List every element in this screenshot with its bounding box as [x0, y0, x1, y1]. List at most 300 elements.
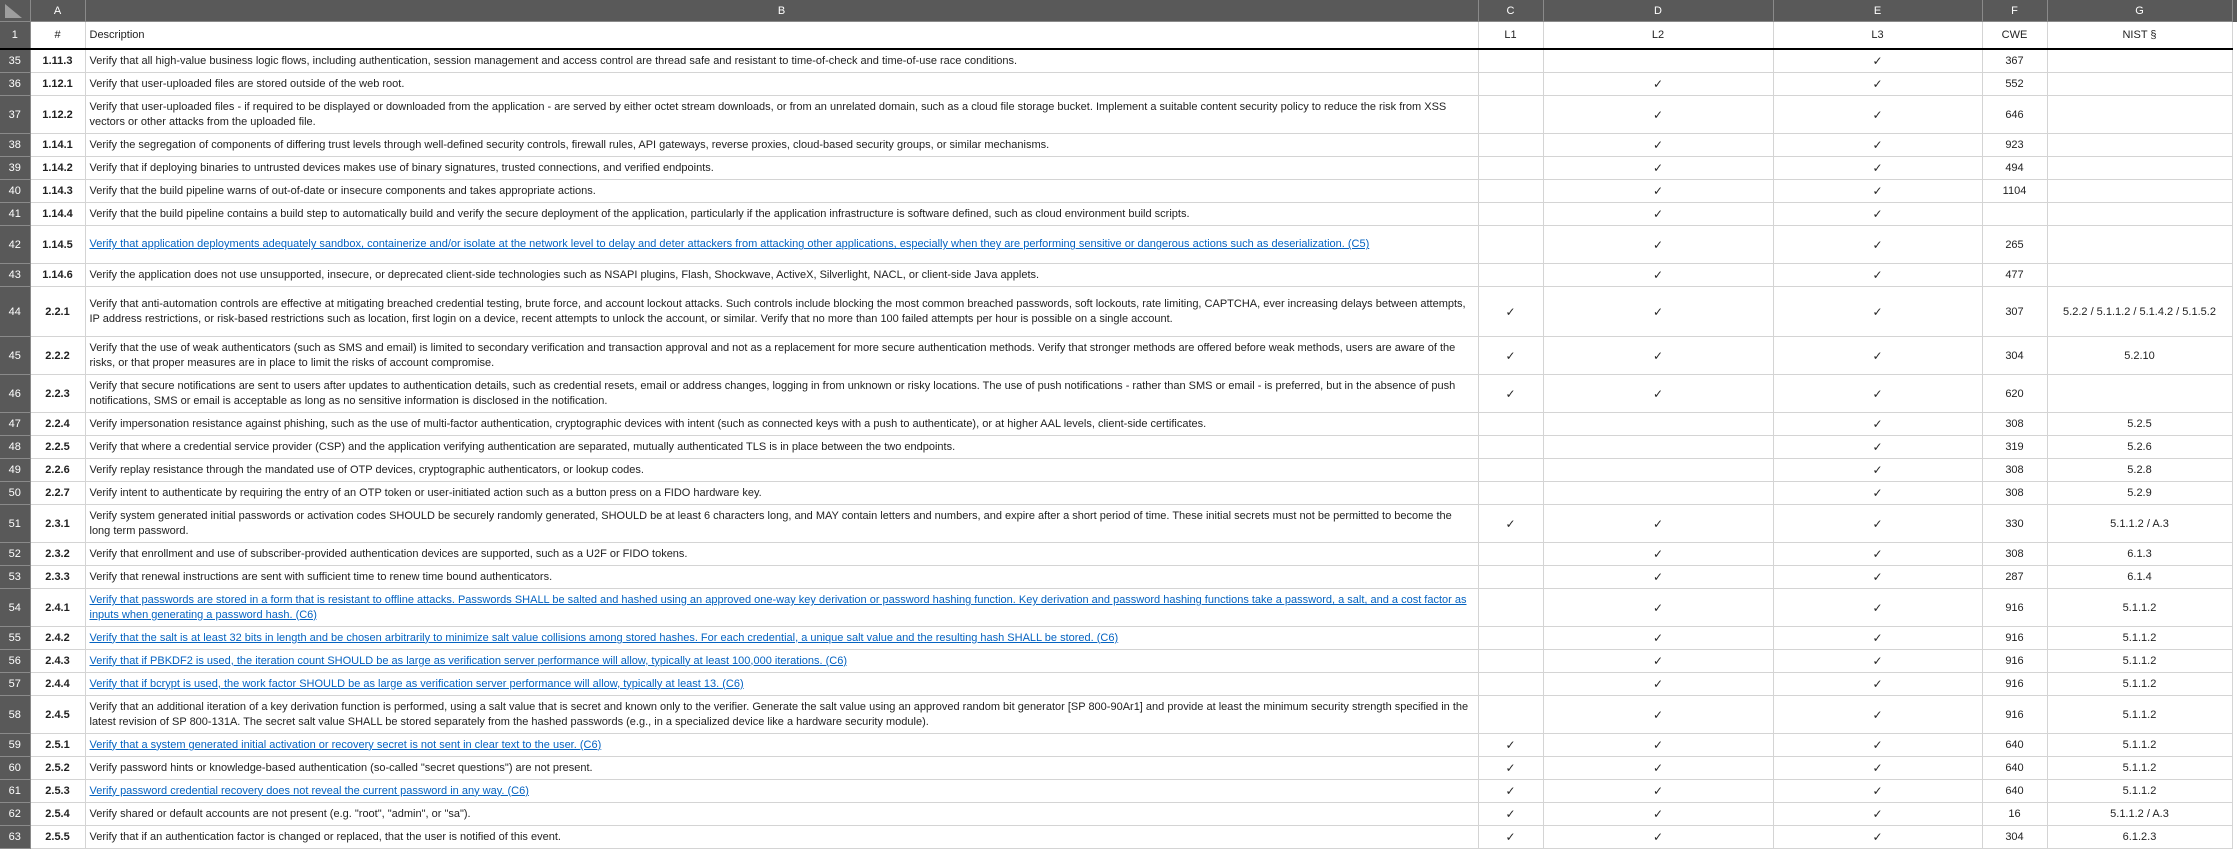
cell-l1-check[interactable]: ✓ — [1478, 826, 1543, 849]
sheet-row — [0, 203, 2237, 226]
cell-l1-check[interactable] — [1478, 696, 1543, 734]
cell-l2-check[interactable]: ✓ — [1543, 264, 1773, 287]
row-number[interactable]: 60 — [0, 757, 30, 780]
cell-l2-check[interactable]: ✓ — [1543, 650, 1773, 673]
column-letter-b[interactable]: B — [85, 0, 1478, 22]
cell-l1-check[interactable] — [1478, 134, 1543, 157]
cell-requirement-id[interactable]: 2.2.3 — [30, 375, 85, 413]
cell-l3-check[interactable]: ✓ — [1773, 734, 1982, 757]
row-number[interactable]: 62 — [0, 803, 30, 826]
cell-l2-check[interactable]: ✓ — [1543, 73, 1773, 96]
sheet-row — [0, 264, 2237, 287]
cell-description[interactable]: Verify system generated initial passwords or activation codes SHOULD be securely randomly generated, SHOULD be at least 6 characters long, and MAY contain letters and numbers, and expire after a short period of time. These initial secrets must not be permitted to become the long term password. — [85, 505, 1478, 543]
filler-cell — [2232, 826, 2237, 849]
cell-nist[interactable]: 5.2.9 — [2047, 482, 2232, 505]
cell-nist[interactable] — [2047, 375, 2232, 413]
row-number[interactable]: 55 — [0, 627, 30, 650]
cell-l2-check[interactable]: ✓ — [1543, 780, 1773, 803]
filler-cell — [2232, 203, 2237, 226]
row-number[interactable]: 36 — [0, 73, 30, 96]
row-number[interactable]: 61 — [0, 780, 30, 803]
cell-requirement-id[interactable]: 1.14.2 — [30, 157, 85, 180]
cell-l3-check[interactable]: ✓ — [1773, 505, 1982, 543]
row-number[interactable]: 57 — [0, 673, 30, 696]
cell-nist[interactable] — [2047, 49, 2232, 73]
cell-l1-check[interactable] — [1478, 482, 1543, 505]
cell-nist[interactable] — [2047, 226, 2232, 264]
cell-description[interactable]: Verify that anti-automation controls are effective at mitigating breached credential testing, brute force, and account lockout attacks. Such controls include blocking the most common breached passwords, soft lockouts, rate limiting, CAPTCHA, ever increasing delays between attempts, IP address restrictions, or risk-based restrictions such as location, first login on a device, recent attempts to unlock the account, or similar. Verify that no more than 100 failed attempts per hour is possible on a single account. — [85, 287, 1478, 337]
sheet-row — [0, 96, 2237, 134]
sheet-row — [0, 482, 2237, 505]
cell-cwe[interactable]: 620 — [1982, 375, 2047, 413]
cell-nist[interactable]: 5.2.2 / 5.1.1.2 / 5.1.4.2 / 5.1.5.2 — [2047, 287, 2232, 337]
cell-description[interactable]: Verify that if deploying binaries to untrusted devices makes use of binary signatures, trusted connections, and verified endpoints. — [85, 157, 1478, 180]
cell-nist[interactable] — [2047, 134, 2232, 157]
header-cell-l2[interactable]: L2 — [1543, 22, 1773, 50]
cell-cwe[interactable]: 477 — [1982, 264, 2047, 287]
cell-requirement-id[interactable]: 1.12.2 — [30, 96, 85, 134]
column-letter-f[interactable]: F — [1982, 0, 2047, 22]
filler-cell — [2232, 96, 2237, 134]
cell-description[interactable]: Verify impersonation resistance against phishing, such as the use of multi-factor authentication, cryptographic devices with intent (such as connected keys with a push to authenticate), or at higher AAL levels, client-side certificates. — [85, 413, 1478, 436]
cell-nist[interactable]: 5.2.6 — [2047, 436, 2232, 459]
cell-l2-check[interactable]: ✓ — [1543, 203, 1773, 226]
cell-l2-check[interactable]: ✓ — [1543, 673, 1773, 696]
cell-cwe[interactable]: 319 — [1982, 436, 2047, 459]
cell-l3-check[interactable]: ✓ — [1773, 780, 1982, 803]
cell-l3-check[interactable]: ✓ — [1773, 157, 1982, 180]
cell-l2-check[interactable]: ✓ — [1543, 96, 1773, 134]
requirement-link[interactable]: Verify that if bcrypt is used, the work factor SHOULD be as large as verification server performance will allow, typically at least 13. (C6) — [89, 677, 744, 690]
select-all-triangle-icon — [5, 4, 22, 18]
cell-cwe[interactable]: 552 — [1982, 73, 2047, 96]
cell-nist[interactable]: 6.1.2.3 — [2047, 826, 2232, 849]
header-cell-l3[interactable]: L3 — [1773, 22, 1982, 50]
filler-cell — [2232, 566, 2237, 589]
cell-l1-check[interactable] — [1478, 157, 1543, 180]
cell-requirement-id[interactable]: 1.14.6 — [30, 264, 85, 287]
cell-l2-check[interactable]: ✓ — [1543, 826, 1773, 849]
cell-description[interactable]: Verify that user-uploaded files - if required to be displayed or downloaded from the application - are served by either octet stream downloads, or from an unrelated domain, such as a cloud file storage bucket. Implement a suitable content security policy to reduce the risk from XSS vectors or other attacks from the uploaded file. — [85, 96, 1478, 134]
cell-description[interactable]: Verify replay resistance through the mandated use of OTP devices, cryptographic authenticators, or lookup codes. — [85, 459, 1478, 482]
cell-l3-check[interactable]: ✓ — [1773, 264, 1982, 287]
filler-cell — [2232, 287, 2237, 337]
requirement-link[interactable]: Verify that application deployments adequately sandbox, containerize and/or isolate at the network level to delay and deter attackers from attacking other applications, especially when they are performing sensitive or dangerous actions such as deserialization. (C5) — [89, 238, 1370, 251]
cell-nist[interactable] — [2047, 203, 2232, 226]
cell-cwe[interactable] — [1982, 203, 2047, 226]
cell-l2-check[interactable]: ✓ — [1543, 566, 1773, 589]
cell-nist[interactable]: 5.1.1.2 — [2047, 696, 2232, 734]
cell-cwe[interactable]: 916 — [1982, 673, 2047, 696]
cell-requirement-id[interactable]: 2.5.4 — [30, 803, 85, 826]
cell-requirement-id[interactable]: 2.3.1 — [30, 505, 85, 543]
cell-requirement-id[interactable]: 2.2.1 — [30, 287, 85, 337]
sheet-row — [0, 566, 2237, 589]
cell-l3-check[interactable]: ✓ — [1773, 459, 1982, 482]
row-number[interactable]: 48 — [0, 436, 30, 459]
cell-l1-check[interactable] — [1478, 73, 1543, 96]
cell-requirement-id[interactable]: 2.5.1 — [30, 734, 85, 757]
cell-l3-check[interactable]: ✓ — [1773, 226, 1982, 264]
cell-description[interactable]: Verify password hints or knowledge-based authentication (so-called "secret questions") are not present. — [85, 757, 1478, 780]
cell-nist[interactable]: 5.1.1.2 — [2047, 757, 2232, 780]
cell-l3-check[interactable]: ✓ — [1773, 287, 1982, 337]
cell-l1-check[interactable] — [1478, 226, 1543, 264]
cell-requirement-id[interactable]: 2.4.3 — [30, 650, 85, 673]
cell-requirement-id[interactable]: 2.5.5 — [30, 826, 85, 849]
cell-l2-check[interactable]: ✓ — [1543, 226, 1773, 264]
sheet-row — [0, 543, 2237, 566]
filler-cell — [2232, 734, 2237, 757]
filler-cell — [2232, 22, 2237, 50]
row-number[interactable]: 40 — [0, 180, 30, 203]
row-number[interactable]: 51 — [0, 505, 30, 543]
filler-cell — [2232, 226, 2237, 264]
cell-l3-check[interactable]: ✓ — [1773, 180, 1982, 203]
row-number[interactable]: 37 — [0, 96, 30, 134]
cell-description[interactable]: Verify that where a credential service provider (CSP) and the application verifying authentication are separated, mutually authenticated TLS is in place between the two endpoints. — [85, 436, 1478, 459]
cell-cwe[interactable]: 287 — [1982, 566, 2047, 589]
cell-cwe[interactable]: 916 — [1982, 627, 2047, 650]
cell-l1-check[interactable]: ✓ — [1478, 734, 1543, 757]
cell-requirement-id[interactable]: 2.5.2 — [30, 757, 85, 780]
cell-nist[interactable]: 5.2.5 — [2047, 413, 2232, 436]
cell-l2-check[interactable]: ✓ — [1543, 734, 1773, 757]
cell-description[interactable]: Verify that renewal instructions are sent with sufficient time to renew time bound authenticators. — [85, 566, 1478, 589]
row-number[interactable]: 1 — [0, 22, 30, 50]
cell-cwe[interactable]: 646 — [1982, 96, 2047, 134]
cell-l1-check[interactable]: ✓ — [1478, 780, 1543, 803]
filler-cell — [2232, 627, 2237, 650]
cell-cwe[interactable]: 308 — [1982, 459, 2047, 482]
cell-cwe[interactable]: 916 — [1982, 696, 2047, 734]
select-all-corner[interactable] — [0, 0, 30, 22]
cell-l3-check[interactable]: ✓ — [1773, 49, 1982, 73]
cell-nist[interactable]: 5.1.1.2 — [2047, 780, 2232, 803]
filler-cell — [2232, 49, 2237, 73]
cell-l3-check[interactable]: ✓ — [1773, 543, 1982, 566]
cell-cwe[interactable]: 308 — [1982, 413, 2047, 436]
row-number[interactable]: 53 — [0, 566, 30, 589]
row-number[interactable]: 39 — [0, 157, 30, 180]
cell-cwe[interactable]: 494 — [1982, 157, 2047, 180]
header-cell-nist[interactable]: NIST § — [2047, 22, 2232, 50]
sheet-row — [0, 826, 2237, 849]
cell-description[interactable] — [85, 650, 1478, 673]
cell-description[interactable]: Verify that the build pipeline contains a build step to automatically build and verify the secure deployment of the application, particularly if the application infrastructure is software defined, such as cloud environment build scripts. — [85, 203, 1478, 226]
cell-l3-check[interactable]: ✓ — [1773, 134, 1982, 157]
requirement-link[interactable]: Verify that a system generated initial activation or recovery secret is not sent in clear text to the user. (C6) — [89, 738, 602, 751]
cell-l3-check[interactable]: ✓ — [1773, 673, 1982, 696]
cell-cwe[interactable]: 308 — [1982, 543, 2047, 566]
cell-requirement-id[interactable]: 1.11.3 — [30, 49, 85, 73]
sheet-row — [0, 459, 2237, 482]
cell-l2-check[interactable]: ✓ — [1543, 696, 1773, 734]
cell-nist[interactable]: 5.2.10 — [2047, 337, 2232, 375]
cell-l1-check[interactable] — [1478, 627, 1543, 650]
cell-cwe[interactable]: 16 — [1982, 803, 2047, 826]
cell-cwe[interactable]: 307 — [1982, 287, 2047, 337]
cell-l1-check[interactable] — [1478, 413, 1543, 436]
cell-l2-check[interactable]: ✓ — [1543, 180, 1773, 203]
cell-description[interactable]: Verify shared or default accounts are not present (e.g. "root", "admin", or "sa"). — [85, 803, 1478, 826]
cell-l2-check[interactable] — [1543, 482, 1773, 505]
cell-l2-check[interactable]: ✓ — [1543, 589, 1773, 627]
cell-l2-check[interactable]: ✓ — [1543, 757, 1773, 780]
cell-nist[interactable]: 5.1.1.2 — [2047, 627, 2232, 650]
row-number[interactable]: 38 — [0, 134, 30, 157]
cell-l1-check[interactable] — [1478, 459, 1543, 482]
filler-cell — [2232, 413, 2237, 436]
column-letter-c[interactable]: C — [1478, 0, 1543, 22]
cell-l1-check[interactable]: ✓ — [1478, 757, 1543, 780]
column-letter-g[interactable]: G — [2047, 0, 2232, 22]
filler-cell — [2232, 73, 2237, 96]
cell-requirement-id[interactable]: 2.4.4 — [30, 673, 85, 696]
filler-cell — [2232, 803, 2237, 826]
cell-description[interactable] — [85, 627, 1478, 650]
cell-l2-check[interactable]: ✓ — [1543, 157, 1773, 180]
row-number[interactable]: 46 — [0, 375, 30, 413]
cell-description[interactable]: Verify that the use of weak authenticators (such as SMS and email) is limited to secondary verification and transaction approval and not as a replacement for more secure authentication methods. Verify that stronger methods are offered before weak methods, users are aware of the risks, or that proper measures are in place to limit the risks of account compromise. — [85, 337, 1478, 375]
sheet-header-row — [0, 22, 2237, 50]
sheet-row — [0, 287, 2237, 337]
cell-requirement-id[interactable]: 1.12.1 — [30, 73, 85, 96]
cell-nist[interactable]: 5.1.1.2 / A.3 — [2047, 505, 2232, 543]
row-number[interactable]: 44 — [0, 287, 30, 337]
row-number[interactable]: 41 — [0, 203, 30, 226]
cell-description[interactable]: Verify that secure notifications are sent to users after updates to authentication details, such as credential resets, email or address changes, logging in from unknown or risky locations. The use of push notifications - rather than SMS or email - is preferred, but in the absence of push notifications, SMS or email is acceptable as long as no sensitive information is disclosed in the notification. — [85, 375, 1478, 413]
cell-nist[interactable]: 5.1.1.2 — [2047, 673, 2232, 696]
sheet-row — [0, 627, 2237, 650]
filler-cell — [2232, 264, 2237, 287]
cell-cwe[interactable]: 640 — [1982, 780, 2047, 803]
cell-l1-check[interactable]: ✓ — [1478, 337, 1543, 375]
cell-requirement-id[interactable]: 2.4.1 — [30, 589, 85, 627]
cell-l2-check[interactable]: ✓ — [1543, 375, 1773, 413]
cell-l3-check[interactable]: ✓ — [1773, 650, 1982, 673]
column-letter-a[interactable]: A — [30, 0, 85, 22]
cell-description[interactable]: Verify the segregation of components of differing trust levels through well-defined security controls, firewall rules, API gateways, reverse proxies, cloud-based security groups, or similar mechanisms. — [85, 134, 1478, 157]
cell-nist[interactable] — [2047, 157, 2232, 180]
row-number[interactable]: 56 — [0, 650, 30, 673]
cell-l3-check[interactable]: ✓ — [1773, 337, 1982, 375]
cell-description[interactable]: Verify that if an authentication factor is changed or replaced, that the user is notified of this event. — [85, 826, 1478, 849]
cell-description[interactable]: Verify that all high-value business logic flows, including authentication, session management and access control are thread safe and resistant to time-of-check and time-of-use race conditions. — [85, 49, 1478, 73]
filler-cell — [2232, 436, 2237, 459]
cell-l3-check[interactable]: ✓ — [1773, 375, 1982, 413]
cell-cwe[interactable]: 640 — [1982, 734, 2047, 757]
cell-nist[interactable]: 5.1.1.2 — [2047, 589, 2232, 627]
cell-l1-check[interactable]: ✓ — [1478, 375, 1543, 413]
cell-l3-check[interactable]: ✓ — [1773, 413, 1982, 436]
cell-l3-check[interactable]: ✓ — [1773, 482, 1982, 505]
header-cell-cwe[interactable]: CWE — [1982, 22, 2047, 50]
filler-cell — [2232, 134, 2237, 157]
header-cell-id[interactable]: # — [30, 22, 85, 50]
cell-requirement-id[interactable]: 1.14.1 — [30, 134, 85, 157]
cell-nist[interactable]: 5.1.1.2 — [2047, 650, 2232, 673]
cell-requirement-id[interactable]: 2.2.4 — [30, 413, 85, 436]
cell-nist[interactable]: 5.1.1.2 — [2047, 734, 2232, 757]
cell-l2-check[interactable]: ✓ — [1543, 505, 1773, 543]
sheet-row — [0, 436, 2237, 459]
row-number[interactable]: 49 — [0, 459, 30, 482]
row-number[interactable]: 58 — [0, 696, 30, 734]
cell-requirement-id[interactable]: 2.5.3 — [30, 780, 85, 803]
cell-cwe[interactable]: 640 — [1982, 757, 2047, 780]
filler-cell — [2232, 482, 2237, 505]
cell-cwe[interactable]: 330 — [1982, 505, 2047, 543]
cell-l3-check[interactable]: ✓ — [1773, 757, 1982, 780]
filler-cell — [2232, 673, 2237, 696]
cell-requirement-id[interactable]: 2.2.7 — [30, 482, 85, 505]
cell-l1-check[interactable] — [1478, 436, 1543, 459]
cell-nist[interactable]: 6.1.4 — [2047, 566, 2232, 589]
row-number[interactable]: 52 — [0, 543, 30, 566]
cell-l1-check[interactable]: ✓ — [1478, 803, 1543, 826]
row-number[interactable]: 59 — [0, 734, 30, 757]
cell-l3-check[interactable]: ✓ — [1773, 627, 1982, 650]
cell-description[interactable] — [85, 734, 1478, 757]
cell-l3-check[interactable]: ✓ — [1773, 96, 1982, 134]
sheet-row — [0, 375, 2237, 413]
cell-cwe[interactable]: 1104 — [1982, 180, 2047, 203]
cell-l1-check[interactable] — [1478, 203, 1543, 226]
cell-l3-check[interactable]: ✓ — [1773, 73, 1982, 96]
row-number[interactable]: 63 — [0, 826, 30, 849]
cell-l2-check[interactable]: ✓ — [1543, 543, 1773, 566]
filler-cell — [2232, 505, 2237, 543]
cell-l1-check[interactable] — [1478, 180, 1543, 203]
cell-l2-check[interactable]: ✓ — [1543, 287, 1773, 337]
row-number[interactable]: 50 — [0, 482, 30, 505]
cell-requirement-id[interactable]: 2.4.2 — [30, 627, 85, 650]
cell-cwe[interactable]: 916 — [1982, 650, 2047, 673]
cell-requirement-id[interactable]: 2.2.6 — [30, 459, 85, 482]
cell-description[interactable]: Verify that the build pipeline warns of out-of-date or insecure components and takes appropriate actions. — [85, 180, 1478, 203]
cell-description[interactable]: Verify that user-uploaded files are stored outside of the web root. — [85, 73, 1478, 96]
cell-requirement-id[interactable]: 1.14.5 — [30, 226, 85, 264]
requirement-link[interactable]: Verify that the salt is at least 32 bits in length and be chosen arbitrarily to minimize salt value collisions among stored hashes. For each credential, a unique salt value and the resulting hash SHALL be stored. (C6) — [89, 631, 1119, 644]
cell-l2-check[interactable] — [1543, 436, 1773, 459]
column-letter-e[interactable]: E — [1773, 0, 1982, 22]
cell-l1-check[interactable] — [1478, 49, 1543, 73]
cell-l1-check[interactable] — [1478, 589, 1543, 627]
cell-cwe[interactable]: 304 — [1982, 337, 2047, 375]
cell-nist[interactable]: 5.1.1.2 / A.3 — [2047, 803, 2232, 826]
row-number[interactable]: 43 — [0, 264, 30, 287]
sheet-row — [0, 413, 2237, 436]
cell-l2-check[interactable] — [1543, 49, 1773, 73]
row-number[interactable]: 47 — [0, 413, 30, 436]
cell-l2-check[interactable] — [1543, 459, 1773, 482]
column-letter-d[interactable]: D — [1543, 0, 1773, 22]
cell-cwe[interactable]: 308 — [1982, 482, 2047, 505]
cell-nist[interactable] — [2047, 180, 2232, 203]
cell-nist[interactable]: 6.1.3 — [2047, 543, 2232, 566]
cell-l2-check[interactable]: ✓ — [1543, 134, 1773, 157]
cell-l1-check[interactable] — [1478, 650, 1543, 673]
filler-cell — [2232, 157, 2237, 180]
requirement-link[interactable]: Verify password credential recovery does not reveal the current password in any way. (C6) — [89, 784, 529, 797]
row-number[interactable]: 54 — [0, 589, 30, 627]
requirement-link[interactable]: Verify that passwords are stored in a form that is resistant to offline attacks. Passwords SHALL be salted and hashed using an approved one-way key derivation or password hashing function. Key derivation and password hashing functions take a password, a salt, and a cost factor as inputs when generating a password hash. (C6) — [89, 594, 1467, 621]
cell-l1-check[interactable] — [1478, 264, 1543, 287]
cell-l3-check[interactable]: ✓ — [1773, 803, 1982, 826]
cell-l3-check[interactable]: ✓ — [1773, 826, 1982, 849]
cell-l3-check[interactable]: ✓ — [1773, 436, 1982, 459]
cell-description[interactable] — [85, 780, 1478, 803]
cell-cwe[interactable]: 304 — [1982, 826, 2047, 849]
cell-l2-check[interactable]: ✓ — [1543, 627, 1773, 650]
cell-l1-check[interactable] — [1478, 673, 1543, 696]
cell-l1-check[interactable]: ✓ — [1478, 505, 1543, 543]
cell-requirement-id[interactable]: 2.3.3 — [30, 566, 85, 589]
filler-cell — [2232, 180, 2237, 203]
sheet-row — [0, 757, 2237, 780]
cell-requirement-id[interactable]: 2.2.5 — [30, 436, 85, 459]
header-cell-description[interactable]: Description — [85, 22, 1478, 50]
cell-requirement-id[interactable]: 2.3.2 — [30, 543, 85, 566]
cell-cwe[interactable]: 923 — [1982, 134, 2047, 157]
cell-requirement-id[interactable]: 1.14.4 — [30, 203, 85, 226]
cell-l1-check[interactable] — [1478, 96, 1543, 134]
requirement-link[interactable]: Verify that if PBKDF2 is used, the iteration count SHOULD be as large as verification server performance will allow, typically at least 100,000 iterations. (C6) — [89, 654, 848, 667]
sheet-row — [0, 73, 2237, 96]
cell-l1-check[interactable] — [1478, 566, 1543, 589]
cell-l1-check[interactable] — [1478, 543, 1543, 566]
cell-l3-check[interactable]: ✓ — [1773, 696, 1982, 734]
cell-nist[interactable] — [2047, 264, 2232, 287]
cell-nist[interactable] — [2047, 73, 2232, 96]
cell-description[interactable] — [85, 589, 1478, 627]
cell-nist[interactable]: 5.2.8 — [2047, 459, 2232, 482]
cell-l3-check[interactable]: ✓ — [1773, 203, 1982, 226]
filler-cell — [2232, 337, 2237, 375]
cell-l1-check[interactable]: ✓ — [1478, 287, 1543, 337]
row-number[interactable]: 42 — [0, 226, 30, 264]
row-number[interactable]: 45 — [0, 337, 30, 375]
cell-l2-check[interactable] — [1543, 413, 1773, 436]
cell-l3-check[interactable]: ✓ — [1773, 566, 1982, 589]
cell-description[interactable]: Verify the application does not use unsupported, insecure, or deprecated client-side technologies such as NSAPI plugins, Flash, Shockwave, ActiveX, Silverlight, NACL, or client-side Java applets. — [85, 264, 1478, 287]
cell-l2-check[interactable]: ✓ — [1543, 337, 1773, 375]
cell-l3-check[interactable]: ✓ — [1773, 589, 1982, 627]
cell-description[interactable] — [85, 226, 1478, 264]
sheet-row — [0, 673, 2237, 696]
cell-nist[interactable] — [2047, 96, 2232, 134]
cell-cwe[interactable]: 265 — [1982, 226, 2047, 264]
cell-cwe[interactable]: 916 — [1982, 589, 2047, 627]
cell-description[interactable]: Verify that an additional iteration of a key derivation function is performed, using a salt value that is secret and known only to the verifier. Generate the salt value using an approved random bit generator [SP 800-90Ar1] and provide at least the minimum security strength specified in the latest revision of SP 800-131A. The secret salt value SHALL be stored separately from the hashed passwords (e.g., in a specialized device like a hardware security module). — [85, 696, 1478, 734]
cell-requirement-id[interactable]: 2.4.5 — [30, 696, 85, 734]
cell-description[interactable]: Verify intent to authenticate by requiring the entry of an OTP token or user-initiated action such as a button press on a FIDO hardware key. — [85, 482, 1478, 505]
sheet-row — [0, 157, 2237, 180]
header-cell-l1[interactable]: L1 — [1478, 22, 1543, 50]
sheet-row — [0, 589, 2237, 627]
cell-cwe[interactable]: 367 — [1982, 49, 2047, 73]
row-number[interactable]: 35 — [0, 49, 30, 73]
sheet-row — [0, 180, 2237, 203]
cell-requirement-id[interactable]: 1.14.3 — [30, 180, 85, 203]
cell-description[interactable]: Verify that enrollment and use of subscriber-provided authentication devices are supported, such as a U2F or FIDO tokens. — [85, 543, 1478, 566]
cell-description[interactable] — [85, 673, 1478, 696]
filler-cell — [2232, 757, 2237, 780]
cell-requirement-id[interactable]: 2.2.2 — [30, 337, 85, 375]
cell-l2-check[interactable]: ✓ — [1543, 803, 1773, 826]
sheet-row — [0, 337, 2237, 375]
